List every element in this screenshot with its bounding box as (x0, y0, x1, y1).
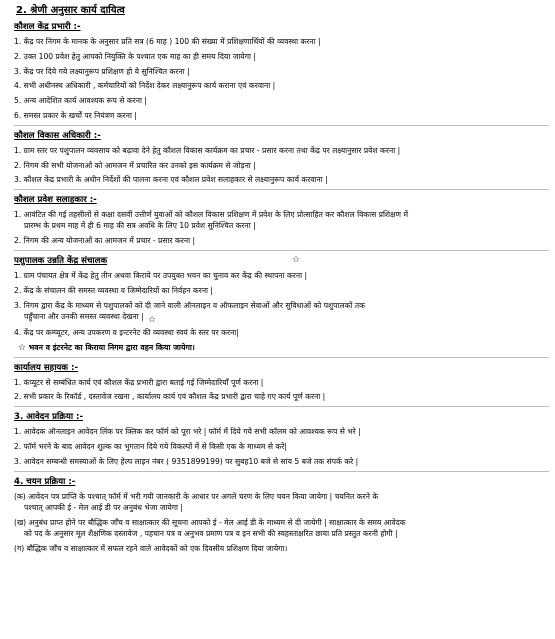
list-item: 3. केंद्र पर दिये गये लक्ष्यानुरूप प्रशिक्षण हो ये सुनिश्चित करना | (14, 66, 190, 76)
star-icon: ☆ (18, 342, 27, 353)
list-item: 1. कंप्यूटर से सम्बंधित कार्य एवं कौशल केंद्र प्रभारी द्वारा बताई गई जिम्मेदारियाँ पूर्ण करना | (14, 377, 264, 387)
list-item: 2. निगम की सभी योजनाओं को आमजन में प्रचारित कर उनको इस कार्यक्रम से जोड़ना | (14, 160, 256, 170)
section-heading-karyalay-sahayak: कार्यालय सहायक :- (14, 362, 79, 373)
list-item: 1. ग्राम पंचायत क्षेत्र में केंद्र हेतु तीन अथवा किराये पर उपयुक्त भवन का चुनाव कर केंद्र की स्थापना करना | (14, 271, 308, 281)
list-item: 6. समस्त प्रकार के खर्चों पर नियंत्रण करना | (14, 110, 137, 120)
list-item: 1. केंद्र पर निगम के मानक के अनुसार प्रति सत्र (6 माह ) 100 की संख्या में प्रशिक्षणार्थियों की व्यवस्था करना | (14, 37, 321, 46)
list-item: 1. आवंटित की गई तहसीलों से कक्षा दसवीं उत्तीर्ण युवाओं को कौशल विकास प्रशिक्षण में प्रवेश के लिए प्रोत्साहित कर कौशल विकास प्रशिक्षण में (14, 210, 408, 220)
section-heading-pravesh-salahkar: कौशल प्रवेश सलाहकार :- (14, 195, 97, 206)
list-item: 4. केंद्र पर कम्प्यूटर, अन्य उपकरण व इन्टरनेट की व्यवस्था स्वयं के स्तर पर करना| (14, 327, 239, 337)
section-heading-avedan: 3. आवेदन प्रक्रिया :- (14, 412, 84, 423)
list-item-continuation: को पद के अनुसार मूल शैक्षणिक दस्तावेज , पहचान पत्र व अनुभव प्रमाण पत्र व इन सभी की स्वहस्ताक्षरित छाया प्रति प्रस्तुत करनी होगी | (24, 528, 398, 538)
section-heading-text: पशुपालक उन्नति केंद्र संचालक (14, 256, 108, 267)
list-item: (क) आवेदन पत्र प्राप्ति के पश्चात् फॉर्म में भरी गयी जानकारी के आधार पर अगले चरण के लिए चयन किया जायेगा | चयनित करने के (14, 491, 379, 501)
list-item: 2. फॉर्म भरने के बाद आवेदन शुल्क का भुगतान दिये गये विकल्पों में से किसी एक के माध्यम से करें| (14, 441, 287, 451)
list-item: 2. केंद्र के संचालन की समस्त व्यवस्था व जिम्मेदारियों का निर्वहन करना | (14, 285, 213, 295)
section-heading-chayan: 4. चयन प्रक्रिया :- (14, 476, 76, 487)
star-icon: ☆ (292, 255, 301, 266)
continuation-text: पहुँचाना और उनकी समस्त व्यवस्था देखना | (24, 311, 144, 321)
section-heading-sanchalak (14, 255, 549, 267)
page-title: 2. श्रेणी अनुसार कार्य दायित्व (16, 5, 125, 16)
section-heading-kaushal-prabhari: कौशल केंद्र प्रभारी :- (14, 22, 81, 32)
divider (14, 406, 549, 407)
section-heading-vikas-adhikari: कौशल विकास अधिकारी :- (14, 130, 101, 141)
list-item-continuation: पश्चात् आपकी ई - मेल आई डी पर अनुबंध भेजा जायेगा | (24, 502, 183, 512)
list-item: 2. सभी प्रकार के रिकॉर्ड , दस्तावेज रखना , कार्यालय कार्य एवं कौशल केंद्र प्रभारी द्वारा चाहे गए कार्य पूर्ण करना | (14, 392, 326, 402)
list-item: 2. उक्त 100 प्रवेश हेतु आपको नियुक्ति के पश्चात एक माह का ही समय दिया जायेगा | (14, 51, 256, 61)
list-item: 2. निगम की अन्य योजनाओं का आमजन में प्रचार - प्रसार करना | (14, 236, 196, 246)
list-item: 1. आवेदक ऑनलाइन आवेदन लिंक पर क्लिक कर फॉर्म को पूरा भरे | फॉर्म में दिये गये सभी कॉलम को आवश्यक रूप से भरे | (14, 427, 361, 437)
list-item: 5. अन्य आदेशित कार्य आवश्यक रूप से करना | (14, 96, 147, 106)
list-item: 4. सभी अधीनस्थ अधिकारी , कर्मचारियों को निर्देश देकर लक्ष्यानुरूप कार्य कराना एवं करवाना | (14, 81, 276, 91)
list-item: 3. आवेदन सम्बन्धी समस्याओं के लिए हेल्प लाइन नंबर ( 9351899199) पर सुबह10 बजे से सांय 5 बजे तक संपर्क करे | (14, 456, 359, 466)
list-item-continuation (14, 311, 549, 323)
divider (14, 125, 549, 126)
star-icon: ☆ (148, 314, 157, 325)
note-line (18, 342, 549, 354)
list-item: 3. निगम द्वारा केंद्र के माध्यम से पशुपालकों को दी जाने वाली ऑनलाइन व ऑफलाइन सेवाओं और सुविधाओं को पशुपालकों तक (14, 300, 365, 310)
note-text: भवन व इंटरनेट का किराया निगम द्वारा वहन किया जायेगा। (28, 342, 195, 352)
divider (14, 250, 549, 251)
list-item-continuation: प्रारम्भ के प्रथम माह में ही 6 माह की सत्र अवधि के लिए 10 प्रवेश सुनिश्चित करना | (24, 221, 256, 231)
divider (14, 189, 549, 190)
list-item: (ख) अनुबंध प्राप्त होने पर बौद्धिक जाँच व साक्षात्कार की सूचना आपको ई - मेल आई डी के माध्यम से दी जायेगी | साक्षात्कार के समय आवेदक (14, 517, 406, 527)
divider (14, 357, 549, 358)
list-item: 3. कौशल केंद्र प्रभारी के अधीन निर्देशों की पालना करना एवं कौशल प्रवेश सलाहकार से लक्ष्यानुरूप कार्य करवाना | (14, 175, 328, 185)
list-item: (ग) बौद्धिक जाँच व साक्षात्कार में सफल रहने वाले आवेदकों को एक दिवसीय प्रशिक्षण दिया जायेगा। (14, 543, 288, 553)
list-item: 1. ग्राम स्तर पर पशुपालन व्यवसाय को बढ़ावा देने हेतु कौशल विकास कार्यक्रम का प्रचार - प्रसार करना तथा केंद्र पर लक्ष्यानुसार प्रवेश करना | (14, 145, 401, 155)
divider (14, 471, 549, 472)
